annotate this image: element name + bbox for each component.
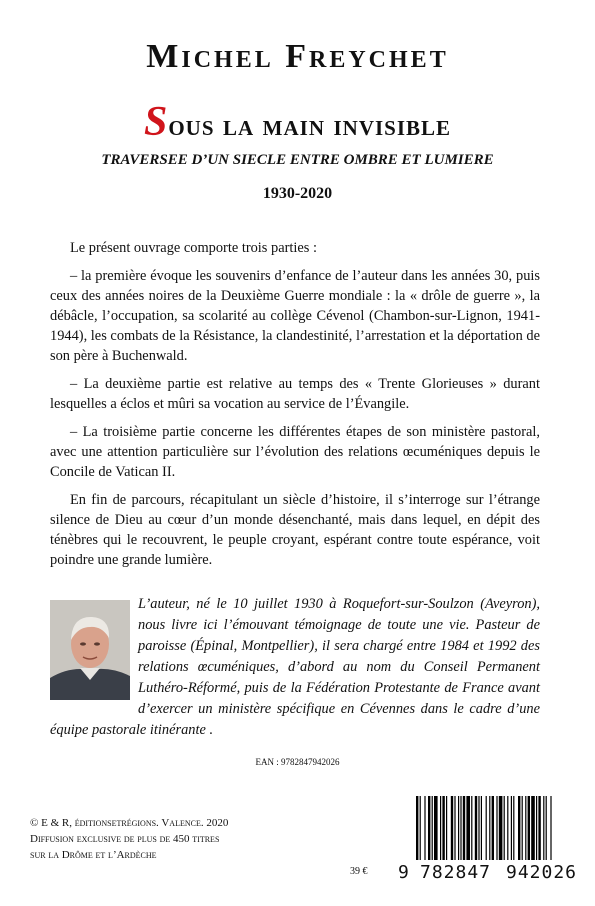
ean-label: EAN : 9782847942026 xyxy=(255,757,340,767)
barcode-bar xyxy=(522,796,523,868)
barcode-bar xyxy=(525,796,526,868)
barcode-bar xyxy=(507,796,508,868)
barcode-bar xyxy=(489,796,490,868)
barcode-bar xyxy=(458,796,459,868)
barcode-bar xyxy=(432,796,433,868)
imprint-line: © E & R, éditionsetrégions. Valence. 2020 xyxy=(30,817,229,829)
barcode-bar xyxy=(460,796,461,868)
barcode-bar xyxy=(528,796,530,868)
blurb-paragraph: – La troisième partie concerne les différentes étapes de son ministère pastoral, avec une attention particulière sur l’évolution des relations œcuméniques depuis le Concile de Vatican II. xyxy=(50,424,540,480)
barcode-digits xyxy=(398,860,588,884)
barcode-bar xyxy=(511,796,512,868)
blurb-paragraph: – La deuxième partie est relative au temps des « Trente Glorieuses » durant lesquelles a éclos et mûri sa vocation au service de l’Évangile. xyxy=(50,376,540,412)
barcode-digit-first: 9 xyxy=(398,862,410,883)
barcode-bar xyxy=(416,796,418,868)
publisher-imprint xyxy=(30,815,228,863)
author-bio-text: L’auteur, né le 10 juillet 1930 à Roquefort-sur-Soulzon (Aveyron), nous livre ici l’émouvant témoignage de toute une vie. Pasteur de paroisse (Épinal, Montpellier), il sera chargé entre 1984 et 1992 des relations œcuméniques, d’abord au nom du Conseil Permanent Luthéro-Réformé, puis de la Fédération Protestante de France avant d’exercer un ministère spécifique en Cévennes dans le cadre d’une équipe pastorale itinérante . xyxy=(50,596,540,738)
barcode-bar xyxy=(496,796,497,868)
book-years: 1930-2020 xyxy=(262,185,333,202)
barcode-digits-group1: 782847 xyxy=(420,862,492,883)
barcode-bar xyxy=(434,796,438,868)
barcode-bar xyxy=(538,796,540,868)
barcode-bar xyxy=(420,796,421,868)
barcode-bar xyxy=(499,796,503,868)
blurb-paragraph: Le présent ouvrage comporte trois parties : xyxy=(70,240,317,256)
barcode-bar xyxy=(543,796,544,868)
barcode-digits-group2: 942026 xyxy=(506,862,578,883)
barcode-bar xyxy=(481,796,482,868)
blurb-paragraph: En fin de parcours, récapitulant un siècle d’histoire, il s’interroge sur l’étrange silence de Dieu au cœur d’un monde désenchanté, mais dans lequel, en dépit des ténèbres qui le recouvrent, le peuple croyant, espérant contre toute espérance, voit poindre une grande lumière. xyxy=(50,492,540,568)
price-label: 39 € xyxy=(350,866,368,877)
barcode-bar xyxy=(550,796,551,868)
barcode-bar xyxy=(471,796,472,868)
author-photo xyxy=(50,600,130,700)
barcode-bar xyxy=(475,796,477,868)
title-rest: ous la main invisible xyxy=(168,109,452,142)
barcode-bar xyxy=(451,796,453,868)
barcode-bar xyxy=(531,796,535,868)
barcode-bar xyxy=(454,796,455,868)
barcode-bar xyxy=(478,796,479,868)
title-initial: S xyxy=(143,99,169,145)
barcode-bar xyxy=(466,796,470,868)
barcode-bar xyxy=(428,796,430,868)
barcode-bar xyxy=(518,796,520,868)
barcode-bar xyxy=(492,796,494,868)
book-title xyxy=(0,98,595,146)
barcode-bar xyxy=(486,796,487,868)
barcode-bar xyxy=(442,796,444,868)
barcode-bar xyxy=(513,796,514,868)
barcode-bar xyxy=(463,796,465,868)
barcode-bar xyxy=(446,796,447,868)
blurb-paragraph: – la première évoque les souvenirs d’enfance de l’auteur dans les années 30, puis ceux des années noires de la Deuxième Guerre mondiale : la « drôle de guerre », la débâcle, l’occupation, sa scolarité au collège Cévenol (Chambon-sur-Lignon, 1941-1944), les combats de la Résistance, la clandestinité, l’arrestation et la déportation de son père à Buchenwald. xyxy=(50,268,540,364)
imprint-line: sur la Drôme et l’Ardèche xyxy=(30,849,157,861)
book-subtitle: TRAVERSEE D’UN SIECLE ENTRE OMBRE ET LUMIERE xyxy=(101,152,494,168)
blurb xyxy=(50,238,540,578)
barcode-bar xyxy=(504,796,505,868)
barcode-bar xyxy=(546,796,547,868)
author-name: Michel Freychet xyxy=(146,38,449,75)
barcode-bar xyxy=(440,796,441,868)
barcode-bar xyxy=(424,796,425,868)
imprint-line: Diffusion exclusive de plus de 450 titres xyxy=(30,833,220,845)
barcode-bar xyxy=(536,796,537,868)
